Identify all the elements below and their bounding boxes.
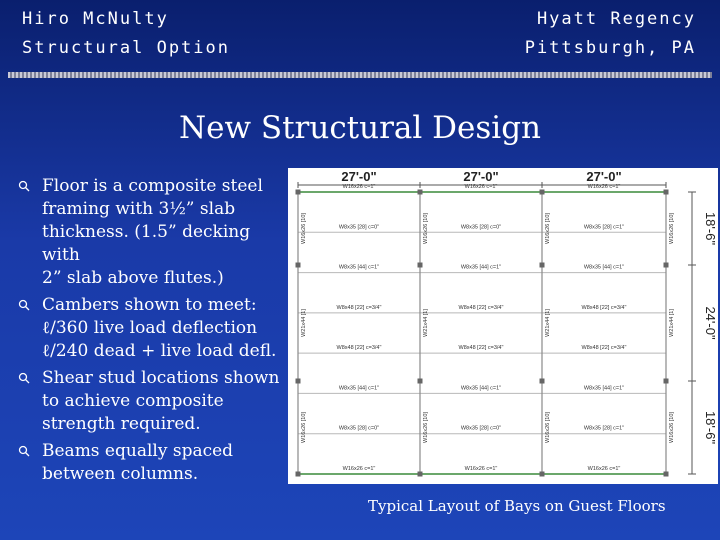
girder-label: W16x26 [10] [301, 412, 307, 443]
beam-label: W8x48 [22] c=3/4" [458, 304, 504, 311]
girder-label: W21x44 [1] [669, 309, 675, 337]
girder-label: W16x26 [10] [301, 213, 307, 244]
bullet-item [18, 440, 280, 486]
column-marker [296, 379, 301, 384]
beam-label: W16x26 c=1" [464, 184, 498, 190]
beam-label: W8x35 [44] c=1" [338, 264, 380, 271]
beam-label: W8x35 [44] c=1" [338, 385, 380, 392]
girder-label: W16x26 [10] [423, 412, 429, 443]
bullet-line: thickness. (1.5” decking with [42, 222, 251, 265]
beam-label: W16x26 c=1" [587, 184, 621, 190]
bullet-line: framing with 3½” slab [42, 199, 236, 219]
bullet-line: Floor is a composite steel [42, 176, 263, 196]
beam-label: W16x26 c=1" [464, 466, 498, 472]
plan-background [288, 168, 718, 484]
column-marker [418, 379, 423, 384]
beam-label: W8x35 [28] c=0" [338, 425, 380, 432]
row-dimension-label: 18'-6" [703, 211, 718, 246]
column-marker [540, 379, 545, 384]
beam-label: W8x48 [22] c=3/4" [581, 345, 627, 352]
column-marker [418, 190, 423, 195]
bullet-line: Beams equally spaced [42, 441, 234, 461]
girder-label: W16x26 [10] [545, 213, 551, 244]
bullet-line: ℓ/360 live load deflection [42, 318, 258, 338]
column-dimension-label: 27'-0" [463, 169, 499, 184]
column-dimension-label: 27'-0" [586, 169, 622, 184]
column-marker [664, 190, 669, 195]
beam-label: W8x35 [28] c=1" [583, 425, 625, 432]
column-marker [418, 472, 423, 477]
girder-label: W16x26 [10] [423, 213, 429, 244]
bullet-line: Cambers shown to meet: [42, 295, 257, 315]
column-marker [296, 472, 301, 477]
girder-label: W16x26 [10] [669, 412, 675, 443]
bullet-line: Shear stud locations shown [42, 368, 280, 388]
bullet-line: between columns. [42, 464, 199, 484]
column-dimension-label: 27'-0" [341, 169, 377, 184]
framing-plan [288, 168, 718, 484]
project-location: Pittsburgh, PA [524, 38, 696, 58]
column-marker [296, 263, 301, 268]
slide-title: New Structural Design [178, 110, 542, 146]
beam-label: W8x35 [44] c=1" [583, 385, 625, 392]
bullet-line: 2” slab above flutes.) [42, 268, 224, 288]
bullet-line: to achieve composite [42, 391, 224, 411]
header-divider [8, 72, 712, 78]
girder-label: W16x26 [10] [669, 213, 675, 244]
column-marker [540, 190, 545, 195]
beam-label: W8x35 [28] c=0" [338, 224, 380, 231]
beam-label: W8x35 [44] c=1" [583, 264, 625, 271]
column-marker [540, 472, 545, 477]
beam-label: W8x48 [22] c=3/4" [336, 345, 382, 352]
column-marker [296, 190, 301, 195]
presenter-option: Structural Option [22, 38, 230, 58]
beam-label: W16x26 c=1" [342, 466, 376, 472]
bullet-line: ℓ/240 dead + live load defl. [42, 341, 277, 361]
row-dimension-label: 24'-0" [703, 306, 718, 340]
beam-label: W8x35 [28] c=1" [583, 224, 625, 231]
beam-label: W8x48 [22] c=3/4" [581, 304, 627, 311]
column-marker [418, 263, 423, 268]
beam-label: W16x26 c=1" [342, 184, 376, 190]
beam-label: W8x35 [28] c=0" [460, 425, 502, 432]
presenter-name: Hiro McNulty [22, 9, 169, 29]
beam-label: W8x35 [44] c=1" [460, 385, 502, 392]
girder-label: W16x26 [10] [545, 412, 551, 443]
bullet-line: strength required. [42, 414, 201, 434]
project-name: Hyatt Regency [536, 9, 696, 29]
column-marker [664, 379, 669, 384]
bullet-item [18, 175, 280, 290]
beam-label: W8x35 [28] c=0" [460, 224, 502, 231]
girder-label: W21x44 [1] [545, 309, 551, 337]
bullet-icon [18, 372, 30, 384]
bullet-icon [18, 299, 30, 311]
column-marker [540, 263, 545, 268]
bullet-item [18, 294, 280, 363]
column-marker [664, 263, 669, 268]
bullet-icon [18, 180, 30, 192]
girder-label: W21x44 [1] [423, 309, 429, 337]
beam-label: W16x26 c=1" [587, 466, 621, 472]
bullet-item [18, 367, 280, 436]
bullet-list [18, 175, 280, 490]
bullet-icon [18, 445, 30, 457]
beam-label: W8x35 [44] c=1" [460, 264, 502, 271]
plan-caption: Typical Layout of Bays on Guest Floors [368, 497, 666, 515]
girder-label: W21x44 [1] [301, 309, 307, 337]
row-dimension-label: 18'-6" [703, 410, 718, 445]
column-marker [664, 472, 669, 477]
beam-label: W8x48 [22] c=3/4" [458, 345, 504, 352]
beam-label: W8x48 [22] c=3/4" [336, 304, 382, 311]
